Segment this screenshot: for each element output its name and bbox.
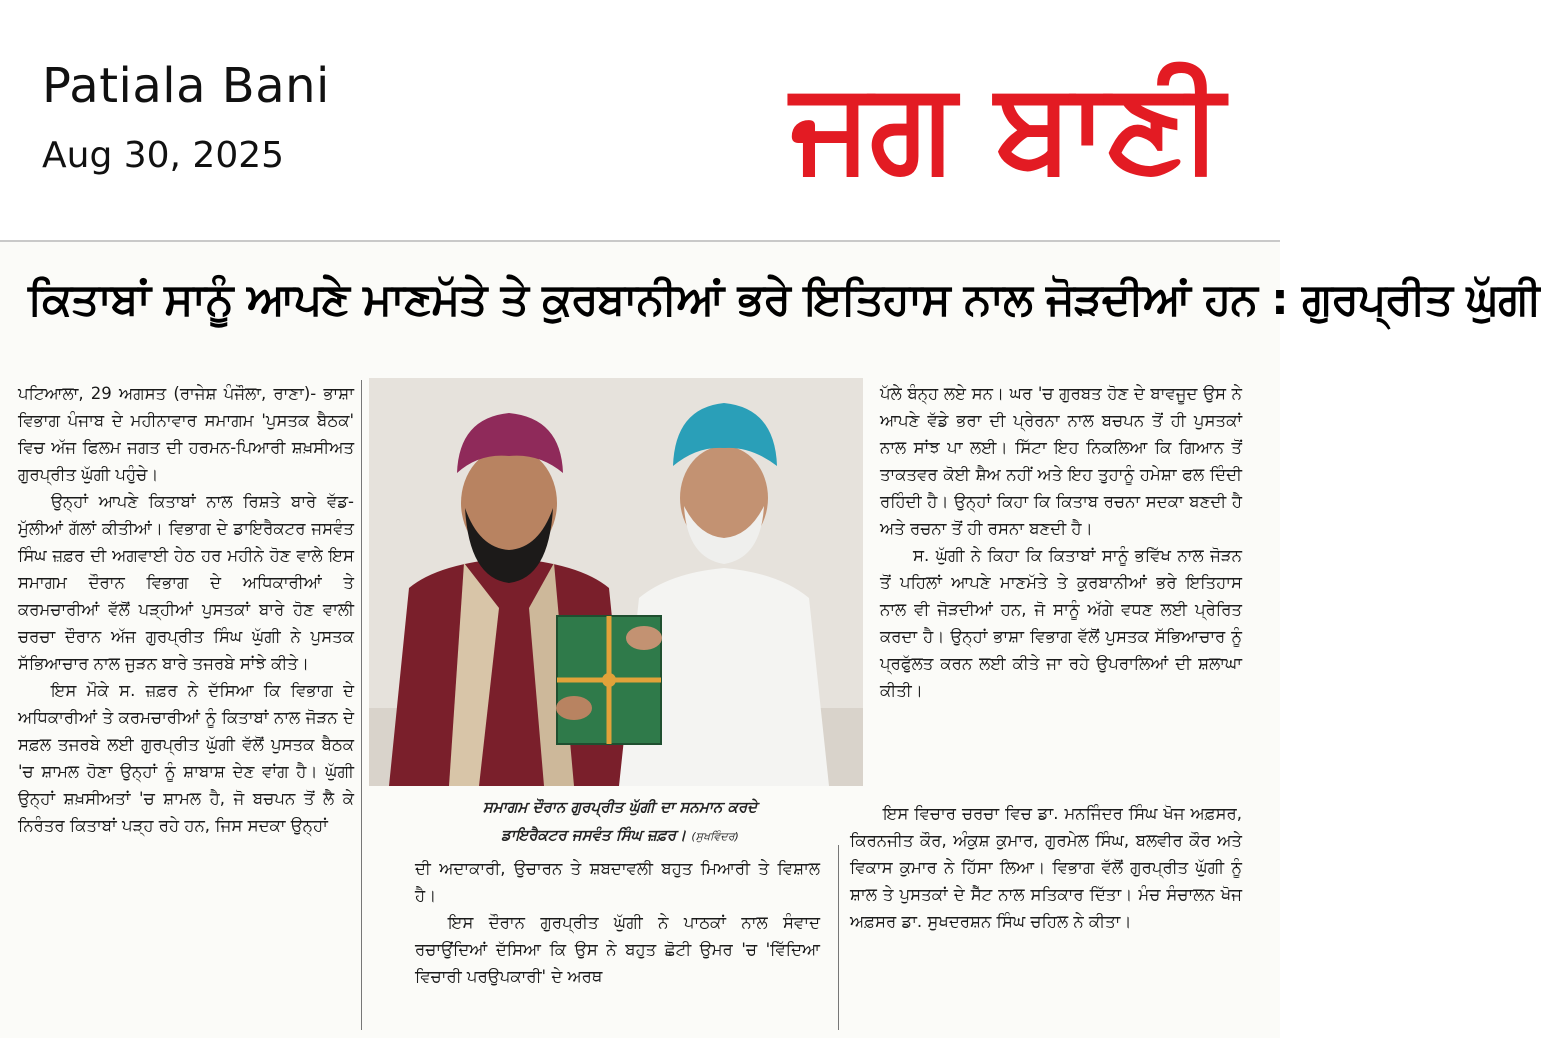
photo-illustration [369, 378, 863, 786]
paragraph: ਇਸ ਮੌਕੇ ਸ. ਜ਼ਫ਼ਰ ਨੇ ਦੱਸਿਆ ਕਿ ਵਿਭਾਗ ਦੇ ਅਧਿਕਾਰੀਆਂ ਤੇ ਕਰਮਚਾਰੀਆਂ ਨੂੰ ਕਿਤਾਬਾਂ ਨਾਲ ਜੋੜਨ ਦੇ ਸਫ਼ਲ ਤਜਰਬੇ ਲਈ ਗੁਰਪ੍ਰੀਤ ਘੁੱਗੀ ਵੱਲੋਂ ਪੁਸਤਕ ਬੈਠਕ 'ਚ ਸ਼ਾਮਲ ਹੋਣਾ ਉਨ੍ਹਾਂ ਨੂੰ ਸ਼ਾਬਾਸ਼ ਦੇਣ ਵਾਂਗ ਹੈ। ਘੁੱਗੀ ਉਨ੍ਹਾਂ ਸ਼ਖ਼ਸੀਅਤਾਂ 'ਚ ਸ਼ਾਮਲ ਹੈ, ਜੋ ਬਚਪਨ ਤੋਂ ਲੈ ਕੇ ਨਿਰੰਤਰ ਕਿਤਾਬਾਂ ਪੜ੍ਹ ਰਹੇ ਹਨ, ਜਿਸ ਸਦਕਾ ਉਨ੍ਹਾਂ [18, 681, 354, 835]
paragraph: ਦੀ ਅਦਾਕਾਰੀ, ਉਚਾਰਨ ਤੇ ਸ਼ਬਦਾਵਲੀ ਬਹੁਤ ਮਿਆਰੀ ਤੇ ਵਿਸ਼ਾਲ ਹੈ। [415, 859, 820, 905]
article-column-2 [415, 855, 820, 1030]
paragraph: ਪੱਲੇ ਬੰਨ੍ਹ ਲਏ ਸਨ। ਘਰ 'ਚ ਗੁਰਬਤ ਹੋਣ ਦੇ ਬਾਵਜੂਦ ਉਸ ਨੇ ਆਪਣੇ ਵੱਡੇ ਭਰਾ ਦੀ ਪ੍ਰੇਰਨਾ ਨਾਲ ਬਚਪਨ ਤੋਂ ਹੀ ਪੁਸਤਕਾਂ ਨਾਲ ਸਾਂਝ ਪਾ ਲਈ। ਸਿੱਟਾ ਇਹ ਨਿਕਲਿਆ ਕਿ ਗਿਆਨ ਤੋਂ ਤਾਕਤਵਰ ਕੋਈ ਸ਼ੈਅ ਨਹੀਂ ਅਤੇ ਇਹ ਤੁਹਾਨੂੰ ਹਮੇਸ਼ਾ ਫਲ ਦਿੰਦੀ ਰਹਿੰਦੀ ਹੈ। ਉਨ੍ਹਾਂ ਕਿਹਾ ਕਿ ਕਿਤਾਬ ਰਚਨਾ ਸਦਕਾ ਬਣਦੀ ਹੈ ਅਤੇ ਰਚਨਾ ਤੋਂ ਹੀ ਰਸਨਾ ਬਣਦੀ ਹੈ। [880, 384, 1242, 538]
caption-line: ਡਾਇਰੈਕਟਰ ਜਸਵੰਤ ਸਿੰਘ ਜ਼ਫ਼ਰ। [501, 826, 687, 844]
article-column-3-continued [850, 800, 1242, 1030]
article-column-3 [880, 380, 1242, 760]
publication-name: Patiala Bani [42, 58, 330, 114]
column-rule [361, 380, 362, 1030]
article-headline: ਕਿਤਾਬਾਂ ਸਾਨੂੰ ਆਪਣੇ ਮਾਣਮੱਤੇ ਤੇ ਕੁਰਬਾਨੀਆਂ ਭਰੇ ਇਤਿਹਾਸ ਨਾਲ ਜੋੜਦੀਆਂ ਹਨ : ਗੁਰਪ੍ਰੀਤ ਘੁੱਗੀ [28, 274, 1541, 325]
publication-date: Aug 30, 2025 [42, 135, 285, 176]
photo-caption [380, 793, 860, 851]
paragraph: ਇਸ ਵਿਚਾਰ ਚਰਚਾ ਵਿਚ ਡਾ. ਮਨਜਿੰਦਰ ਸਿੰਘ ਖੋਜ ਅਫ਼ਸਰ, ਕਿਰਨਜੀਤ ਕੌਰ, ਅੰਕੁਸ਼ ਕੁਮਾਰ, ਗੁਰਮੇਲ ਸਿੰਘ, ਬਲਵੀਰ ਕੌਰ ਅਤੇ ਵਿਕਾਸ ਕੁਮਾਰ ਨੇ ਹਿੱਸਾ ਲਿਆ। ਵਿਭਾਗ ਵੱਲੋਂ ਗੁਰਪ੍ਰੀਤ ਘੁੱਗੀ ਨੂੰ ਸ਼ਾਲ ਤੇ ਪੁਸਤਕਾਂ ਦੇ ਸੈੱਟ ਨਾਲ ਸਤਿਕਾਰ ਦਿੱਤਾ। ਮੰਚ ਸੰਚਾਲਨ ਖੋਜ ਅਫ਼ਸਰ ਡਾ. ਸੁਖਦਰਸ਼ਨ ਸਿੰਘ ਚਹਿਲ ਨੇ ਕੀਤਾ। [850, 804, 1242, 931]
article-photo [369, 378, 863, 786]
paragraph: ਇਸ ਦੌਰਾਨ ਗੁਰਪ੍ਰੀਤ ਘੁੱਗੀ ਨੇ ਪਾਠਕਾਂ ਨਾਲ ਸੰਵਾਦ ਰਚਾਉਂਦਿਆਂ ਦੱਸਿਆ ਕਿ ਉਸ ਨੇ ਬਹੁਤ ਛੋਟੀ ਉਮਰ 'ਚ 'ਵਿੱਦਿਆ ਵਿਚਾਰੀ ਪਰਉਪਕਾਰੀ' ਦੇ ਅਰਥ [415, 913, 820, 986]
paragraph: ਪਟਿਆਲਾ, 29 ਅਗਸਤ (ਰਾਜੇਸ਼ ਪੰਜੌਲਾ, ਰਾਣਾ)- ਭਾਸ਼ਾ ਵਿਭਾਗ ਪੰਜਾਬ ਦੇ ਮਹੀਨਾਵਾਰ ਸਮਾਗਮ 'ਪੁਸਤਕ ਬੈਠਕ' ਵਿਚ ਅੱਜ ਫਿਲਮ ਜਗਤ ਦੀ ਹਰਮਨ-ਪਿਆਰੀ ਸ਼ਖ਼ਸੀਅਤ ਗੁਰਪ੍ਰੀਤ ਘੁੱਗੀ ਪਹੁੰਚੇ। [18, 384, 354, 484]
photo-credit: (ਸੁਖਵਿੰਦਰ) [691, 830, 739, 843]
newspaper-logo: ਜਗ ਬਾਣੀ [790, 55, 1222, 199]
paragraph: ਸ. ਘੁੱਗੀ ਨੇ ਕਿਹਾ ਕਿ ਕਿਤਾਬਾਂ ਸਾਨੂੰ ਭਵਿੱਖ ਨਾਲ ਜੋੜਨ ਤੋਂ ਪਹਿਲਾਂ ਆਪਣੇ ਮਾਣਮੱਤੇ ਤੇ ਕੁਰਬਾਨੀਆਂ ਭਰੇ ਇਤਿਹਾਸ ਨਾਲ ਵੀ ਜੋੜਦੀਆਂ ਹਨ, ਜੋ ਸਾਨੂੰ ਅੱਗੇ ਵਧਣ ਲਈ ਪ੍ਰੇਰਿਤ ਕਰਦਾ ਹੈ। ਉਨ੍ਹਾਂ ਭਾਸ਼ਾ ਵਿਭਾਗ ਵੱਲੋਂ ਪੁਸਤਕ ਸੱਭਿਆਚਾਰ ਨੂੰ ਪ੍ਰਫੁੱਲਤ ਕਰਨ ਲਈ ਕੀਤੇ ਜਾ ਰਹੇ ਉਪਰਾਲਿਆਂ ਦੀ ਸ਼ਲਾਘਾ ਕੀਤੀ। [880, 546, 1242, 700]
column-rule [838, 845, 839, 1030]
clipping-header [0, 0, 1280, 240]
caption-line: ਸਮਾਗਮ ਦੌਰਾਨ ਗੁਰਪ੍ਰੀਤ ਘੁੱਗੀ ਦਾ ਸਨਮਾਨ ਕਰਦੇ [482, 798, 758, 816]
paragraph: ਉਨ੍ਹਾਂ ਆਪਣੇ ਕਿਤਾਬਾਂ ਨਾਲ ਰਿਸ਼ਤੇ ਬਾਰੇ ਵੱਡ-ਮੁੱਲੀਆਂ ਗੱਲਾਂ ਕੀਤੀਆਂ। ਵਿਭਾਗ ਦੇ ਡਾਇਰੈਕਟਰ ਜਸਵੰਤ ਸਿੰਘ ਜ਼ਫ਼ਰ ਦੀ ਅਗਵਾਈ ਹੇਠ ਹਰ ਮਹੀਨੇ ਹੋਣ ਵਾਲੇ ਇਸ ਸਮਾਗਮ ਦੌਰਾਨ ਵਿਭਾਗ ਦੇ ਅਧਿਕਾਰੀਆਂ ਤੇ ਕਰਮਚਾਰੀਆਂ ਵੱਲੋਂ ਪੜ੍ਹੀਆਂ ਪੁਸਤਕਾਂ ਬਾਰੇ ਹੋਣ ਵਾਲੀ ਚਰਚਾ ਦੌਰਾਨ ਅੱਜ ਗੁਰਪ੍ਰੀਤ ਸਿੰਘ ਘੁੱਗੀ ਨੇ ਪੁਸਤਕ ਸੱਭਿਆਚਾਰ ਨਾਲ ਜੁੜਨ ਬਾਰੇ ਤਜਰਬੇ ਸਾਂਝੇ ਕੀਤੇ। [18, 492, 354, 673]
article-column-1 [18, 380, 354, 1030]
